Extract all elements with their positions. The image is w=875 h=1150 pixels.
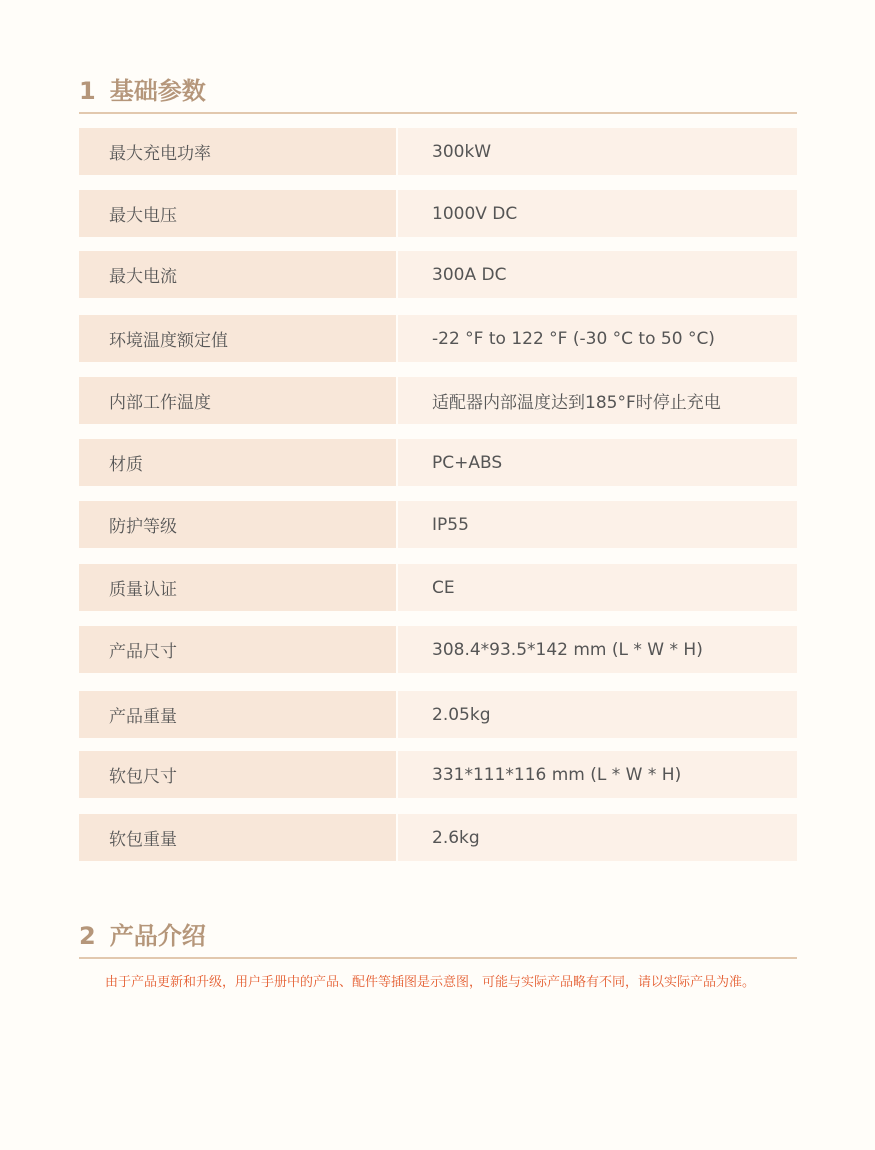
spec-row — [79, 128, 797, 175]
section-1-divider — [79, 112, 797, 114]
spec-value: -22 °F to 122 °F (-30 °C to 50 °C) — [398, 315, 797, 362]
section-1-title: 基础参数 — [109, 77, 206, 105]
spec-label: 产品重量 — [79, 691, 396, 738]
spec-value: 适配器内部温度达到185°F时停止充电 — [398, 377, 797, 424]
spec-row — [79, 691, 797, 738]
spec-row — [79, 501, 797, 548]
spec-row — [79, 751, 797, 798]
section-1-heading — [79, 77, 797, 105]
spec-row — [79, 439, 797, 486]
spec-label: 产品尺寸 — [79, 626, 396, 673]
spec-value: 308.4*93.5*142 mm (L * W * H) — [398, 626, 797, 673]
product-notice: 由于产品更新和升级，用户手册中的产品、配件等插图是示意图，可能与实际产品略有不同，请以实际产品为准。 — [105, 975, 756, 990]
section-1-number: 1 — [79, 77, 96, 105]
spec-value: PC+ABS — [398, 439, 797, 486]
spec-value: 300kW — [398, 128, 797, 175]
spec-value: 300A DC — [398, 251, 797, 298]
spec-label: 软包重量 — [79, 814, 396, 861]
section-2-divider — [79, 957, 797, 959]
spec-row — [79, 564, 797, 611]
section-2-heading — [79, 922, 797, 950]
spec-label: 最大电流 — [79, 251, 396, 298]
spec-label: 内部工作温度 — [79, 377, 396, 424]
section-2-number: 2 — [79, 922, 96, 950]
spec-value: 2.05kg — [398, 691, 797, 738]
spec-value: 1000V DC — [398, 190, 797, 237]
spec-value: 2.6kg — [398, 814, 797, 861]
spec-value: IP55 — [398, 501, 797, 548]
spec-label: 防护等级 — [79, 501, 396, 548]
spec-row — [79, 377, 797, 424]
section-2-title: 产品介绍 — [109, 922, 206, 950]
spec-row — [79, 626, 797, 673]
spec-label: 软包尺寸 — [79, 751, 396, 798]
spec-label: 最大充电功率 — [79, 128, 396, 175]
spec-value: CE — [398, 564, 797, 611]
spec-label: 最大电压 — [79, 190, 396, 237]
spec-label: 环境温度额定值 — [79, 315, 396, 362]
spec-row — [79, 190, 797, 237]
spec-label: 质量认证 — [79, 564, 396, 611]
spec-row — [79, 315, 797, 362]
spec-label: 材质 — [79, 439, 396, 486]
spec-row — [79, 814, 797, 861]
spec-row — [79, 251, 797, 298]
spec-value: 331*111*116 mm (L * W * H) — [398, 751, 797, 798]
